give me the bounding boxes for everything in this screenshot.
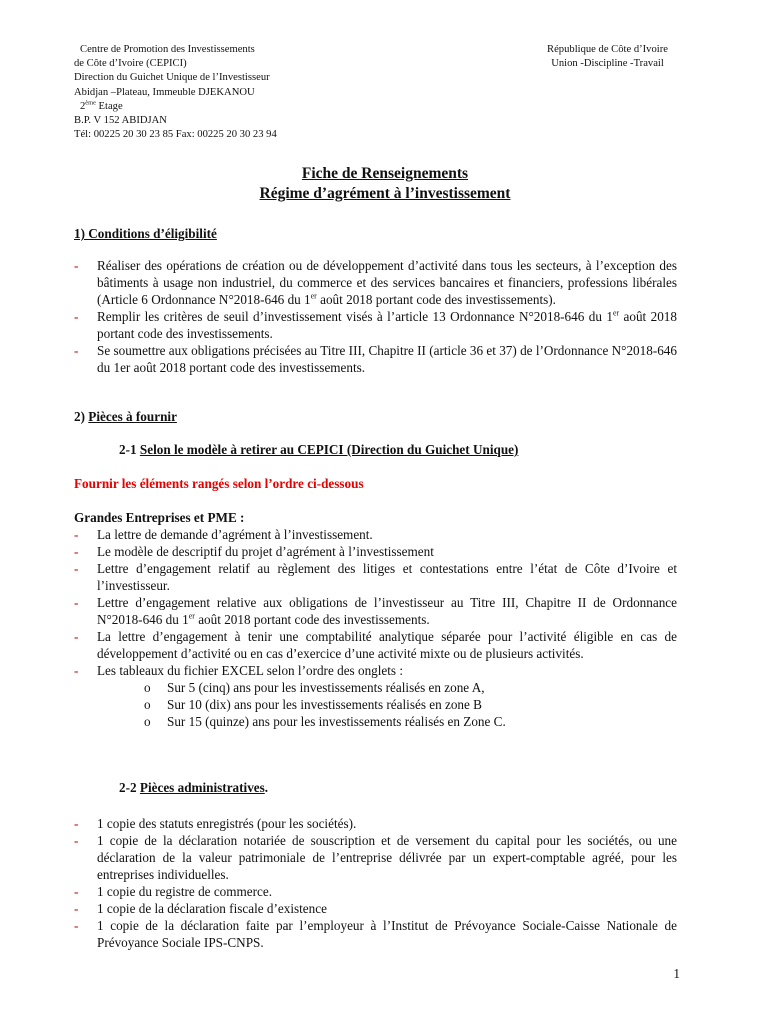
- order-instruction: Fournir les éléments rangés selon l’ordre ci-dessous: [74, 476, 364, 491]
- section-1-heading: 1) Conditions d’éligibilité: [74, 226, 217, 241]
- sender-po-box: B.P. V 152 ABIDJAN: [74, 115, 167, 127]
- section-2-heading: 2) Pièces à fournir: [74, 409, 177, 424]
- sublist-item: o Sur 10 (dix) ans pour les investissements réalisés en zone B: [144, 697, 482, 712]
- required-documents-list: [74, 526, 677, 730]
- dash-bullet: -: [74, 833, 79, 848]
- list-item: - Lettre d’engagement relatif au règlement des litiges et contestations entre l’état de Côte d’Ivoire et l’investisseur.: [74, 561, 677, 593]
- sublist-item: o Sur 15 (quinze) ans pour les investissements réalisés en Zone C.: [144, 714, 506, 729]
- floor-superscript: ème: [85, 99, 96, 107]
- dash-bullet: -: [74, 544, 79, 559]
- republic-block: [520, 43, 695, 71]
- list-item: - Le modèle de descriptif du projet d’agrément à l’investissement: [74, 544, 434, 559]
- list-item: - La lettre d’engagement à tenir une comptabilité analytique séparée pour l’activité éligible en cas de développement d’activité ou en cas d’exercice d’une activité mixte ou de plusieurs activités.: [74, 629, 677, 661]
- sender-line: Abidjan –Plateau, Immeuble DJEKANOU: [74, 86, 255, 98]
- list-item: - Lettre d’engagement relative aux obligations de l’investisseur au Titre III, Chapitre II de Ordonnance N°2018-646 du 1er août 2018 portant code des investissements.: [74, 595, 677, 627]
- dash-bullet: -: [74, 816, 79, 831]
- administrative-documents-list: [74, 815, 677, 951]
- document-subtitle: Régime d’agrément à l’investissement: [259, 185, 511, 202]
- dash-bullet: -: [74, 527, 79, 542]
- sender-line: Centre de Promotion des Investissements: [80, 44, 255, 55]
- list-item: - 1 copie de la déclaration notariée de souscription et de versement du capital pour les sociétés, ou une déclaration de la valeur patrimoniale de l’entreprise délivrée par un expert-comptable agréé, pour les entreprises individuelles.: [74, 833, 677, 882]
- list-item: - Se soumettre aux obligations précisées au Titre III, Chapitre II (article 36 et 37) de l’Ordonnance N°2018-646 du 1er août 2018 portant code des investissements.: [74, 343, 677, 375]
- dash-bullet: -: [74, 629, 79, 644]
- sender-phone-fax: Tél: 00225 20 30 23 85 Fax: 00225 20 30 23 94: [74, 129, 277, 141]
- list-item: - 1 copie de la déclaration fiscale d’existence: [74, 901, 327, 916]
- circle-bullet: o: [144, 680, 151, 695]
- sender-floor-line: [74, 100, 394, 114]
- dash-bullet: -: [74, 884, 79, 899]
- sender-line: de Côte d’Ivoire (CEPICI): [74, 58, 187, 70]
- dash-bullet: -: [74, 901, 79, 916]
- republic-name: République de Côte d’Ivoire: [547, 44, 668, 55]
- sender-line: Direction du Guichet Unique de l’Investisseur: [74, 72, 270, 84]
- list-item: - 1 copie du registre de commerce.: [74, 884, 273, 899]
- floor-word: Etage: [95, 100, 123, 112]
- list-item: - 1 copie de la déclaration faite par l’employeur à l’Institut de Prévoyance Sociale-Caisse Nationale de Prévoyance Sociale IPS-CNPS.: [74, 918, 677, 950]
- circle-bullet: o: [144, 697, 151, 712]
- page-number: 1: [673, 966, 680, 981]
- subsection-2-1-heading: 2-1 Selon le modèle à retirer au CEPICI (Direction du Guichet Unique): [119, 442, 519, 457]
- sender-address-block: [74, 43, 394, 142]
- list-item: - Les tableaux du fichier EXCEL selon l’ordre des onglets :: [74, 663, 404, 678]
- republic-motto: Union -Discipline -Travail: [551, 58, 664, 70]
- dash-bullet: -: [74, 561, 79, 576]
- dash-bullet: -: [74, 663, 79, 678]
- circle-bullet: o: [144, 714, 151, 729]
- eligibility-list: [74, 257, 677, 376]
- floor-number: 2: [80, 100, 86, 112]
- company-type-heading: Grandes Entreprises et PME :: [74, 510, 245, 525]
- dash-bullet: -: [74, 918, 79, 933]
- dash-bullet: -: [74, 309, 79, 324]
- list-item: - Remplir les critères de seuil d’investissement visés à l’article 13 Ordonnance N°2018-646 du 1er août 2018 portant code des investissements.: [74, 308, 677, 341]
- dash-bullet: -: [74, 595, 79, 610]
- list-item: - La lettre de demande d’agrément à l’investissement.: [74, 527, 373, 542]
- dash-bullet: -: [74, 258, 79, 273]
- excel-tabs-sublist: [74, 679, 677, 730]
- dash-bullet: -: [74, 343, 79, 358]
- list-item: - 1 copie des statuts enregistrés (pour les sociétés).: [74, 816, 357, 831]
- document-title: Fiche de Renseignements: [301, 165, 469, 182]
- subsection-2-2-heading: 2-2 Pièces administratives.: [119, 780, 269, 795]
- list-item: - Réaliser des opérations de création ou de développement d’activité dans tous les secteurs, à l’exception des bâtiments à usage non industriel, du commerce et des services bancaires et financiers, professions libérales (Article 6 Ordonnance N°2018-646 du 1er août 2018 portant code des investissements).: [74, 258, 677, 307]
- sublist-item: o Sur 5 (cinq) ans pour les investissements réalisés en zone A,: [144, 680, 485, 695]
